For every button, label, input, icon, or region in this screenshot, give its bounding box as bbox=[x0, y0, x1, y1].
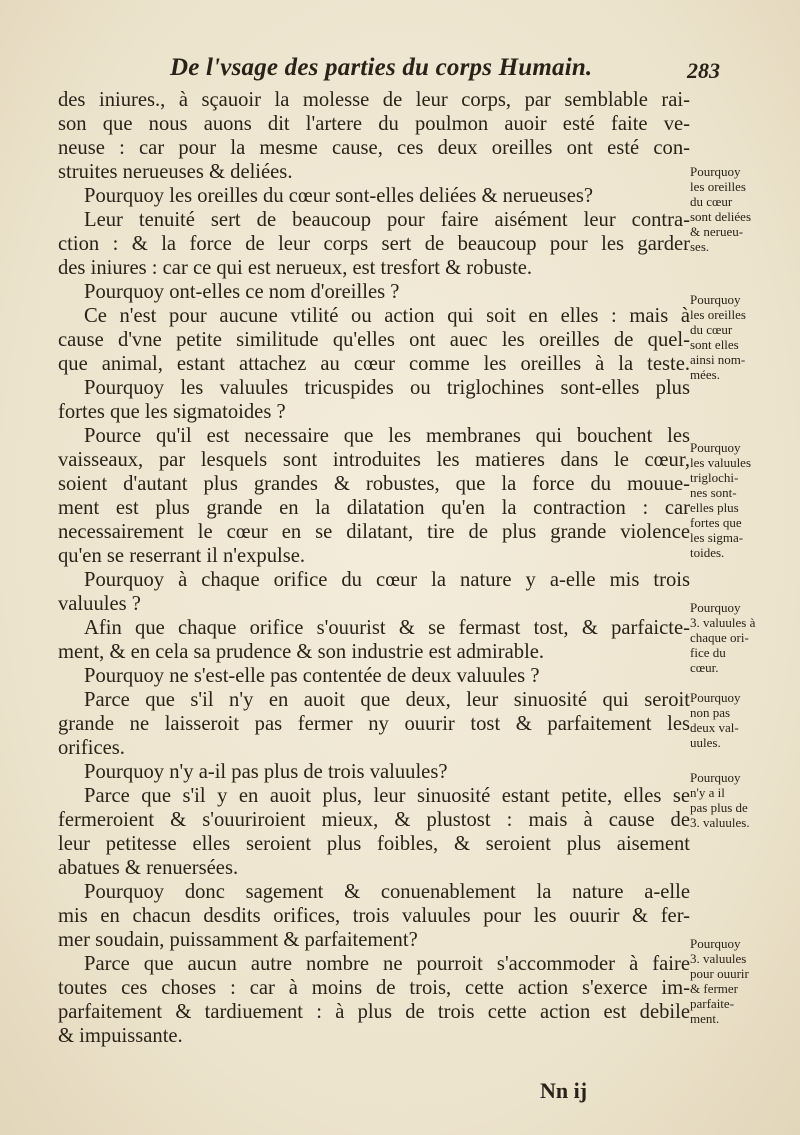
text-line: Ce n'est pour aucune vtilité ou action qui soit en elles : mais à bbox=[84, 305, 690, 327]
margin-note bbox=[690, 440, 790, 560]
margin-note-line: pas plus de bbox=[690, 800, 748, 815]
text-line: soient d'autant plus grandes & robustes, que la force du mouue- bbox=[58, 473, 690, 495]
margin-note-line: n'y a il bbox=[690, 785, 725, 800]
margin-note-line: parfaite- bbox=[690, 996, 735, 1011]
margin-note bbox=[690, 936, 790, 1026]
text-line: abatues & renuersées. bbox=[58, 857, 239, 879]
text-line: Leur tenuité sert de beaucoup pour faire aisément leur contra- bbox=[84, 209, 690, 231]
margin-note-line: cœur. bbox=[690, 660, 719, 675]
text-line: Parce que s'il y en auoit plus, leur sinuosité estant petite, elles se bbox=[84, 785, 690, 807]
text-line: struites nerueuses & deliées. bbox=[58, 161, 293, 183]
question-line: Pourquoy n'y a-il pas plus de trois valuules? bbox=[84, 761, 448, 783]
margin-note-line: deux val- bbox=[690, 720, 739, 735]
margin-note-line: uules. bbox=[690, 735, 721, 750]
text-line: ction : & la force de leur corps sert de beaucoup pour les garder bbox=[58, 233, 690, 255]
question-line: Pourquoy ne s'est-elle pas contentée de deux valuules ? bbox=[84, 665, 540, 687]
text-line: toutes ces choses : car à moins de trois, cette action s'exerce im- bbox=[58, 977, 690, 999]
margin-note-line: non pas bbox=[690, 705, 731, 720]
text-line: Afin que chaque orifice s'ouurist & se fermast tost, & parfaicte- bbox=[84, 617, 690, 639]
margin-note bbox=[690, 600, 790, 675]
signature-mark: Nn ij bbox=[540, 1078, 588, 1103]
margin-note-line: toides. bbox=[690, 545, 725, 560]
margin-note-line: mées. bbox=[690, 367, 720, 382]
margin-note-line: les oreilles bbox=[690, 179, 746, 194]
text-line: ment est plus grande en la dilatation qu'en la contraction : car bbox=[58, 497, 690, 519]
margin-note-line: Pourquoy bbox=[690, 770, 741, 785]
margin-note-line: & fermer bbox=[690, 981, 739, 996]
margin-notes bbox=[690, 0, 790, 1135]
margin-note-line: Pourquoy bbox=[690, 600, 741, 615]
margin-note-line: elles plus bbox=[690, 500, 739, 515]
text-line: necessairement le cœur en se dilatant, tire de plus grande violence bbox=[58, 521, 690, 543]
margin-note bbox=[690, 770, 790, 830]
margin-note-line: ment. bbox=[690, 1011, 720, 1026]
margin-note-line: Pourquoy bbox=[690, 292, 741, 307]
margin-note-line: & nerueu- bbox=[690, 224, 744, 239]
text-line: valuules ? bbox=[58, 593, 141, 615]
margin-note-line: fortes que bbox=[690, 515, 742, 530]
margin-note-line: fice du bbox=[690, 645, 726, 660]
running-title: De l'vsage des parties du corps Humain. bbox=[170, 54, 593, 81]
margin-note bbox=[690, 292, 790, 382]
text-line: son que nous auons dit l'artere du poulmon auoir esté faite ve- bbox=[58, 113, 690, 135]
text-line: qu'en se reserrant il n'expulse. bbox=[58, 545, 306, 567]
margin-note-line: ses. bbox=[690, 239, 710, 254]
text-line: neuse : car pour la mesme cause, ces deux oreilles ont esté con- bbox=[58, 137, 690, 159]
text-line: des iniures., à sçauoir la molesse de leur corps, par semblable rai- bbox=[58, 89, 690, 111]
margin-note-line: ainsi nom- bbox=[690, 352, 746, 367]
page-number: 283 bbox=[687, 58, 720, 83]
text-line: fortes que les sigmatoides ? bbox=[58, 401, 286, 423]
text-line: parfaitement & tardiuement : à plus de trois cette action est debile bbox=[58, 1001, 690, 1023]
margin-note-line: Pourquoy bbox=[690, 440, 741, 455]
body-text bbox=[58, 88, 690, 1048]
question-line: Pourquoy les valuules tricuspides ou triglochines sont-elles plus bbox=[84, 377, 690, 399]
text-line: Pource qu'il est necessaire que les membranes qui bouchent les bbox=[84, 425, 690, 447]
margin-note-line: Pourquoy bbox=[690, 936, 741, 951]
page-header bbox=[60, 52, 720, 86]
margin-note-line: pour ouurir bbox=[690, 966, 749, 981]
margin-note-line: sont elles bbox=[690, 337, 739, 352]
text-line: leur petitesse elles seroient plus foibles, & seroient plus aisement bbox=[58, 833, 690, 855]
text-line: que animal, estant attachez au cœur comme les oreilles à la teste. bbox=[58, 353, 690, 375]
text-line: ment, & en cela sa prudence & son industrie est admirable. bbox=[58, 641, 545, 663]
margin-note-line: du cœur bbox=[690, 194, 733, 209]
question-line: mer soudain, puissamment & parfaitement? bbox=[58, 929, 418, 951]
text-line: fermeroient & s'ouuriroient mieux, & plustost : mais à cause de bbox=[58, 809, 690, 831]
margin-note-line: 3. valuules bbox=[690, 951, 747, 966]
margin-note-line: 3. valuules à bbox=[690, 615, 756, 630]
text-line: Parce que aucun autre nombre ne pourroit s'accommoder à faire bbox=[84, 953, 690, 975]
text-line: Parce que s'il n'y en auoit que deux, leur sinuosité qui seroit bbox=[84, 689, 690, 711]
question-line: Pourquoy ont-elles ce nom d'oreilles ? bbox=[84, 281, 400, 303]
text-line: & impuissante. bbox=[58, 1025, 183, 1047]
margin-note-line: les oreilles bbox=[690, 307, 746, 322]
question-line: mis en chacun desdits orifices, trois valuules pour les ouurir & fer- bbox=[58, 905, 690, 927]
margin-note-line: nes sont- bbox=[690, 485, 737, 500]
margin-note-line: 3. valuules. bbox=[690, 815, 750, 830]
margin-note-line: Pourquoy bbox=[690, 690, 741, 705]
margin-note-line: les sigma- bbox=[690, 530, 744, 545]
text-line: grande ne laisseroit pas fermer ny ouurir tost & parfaitement les bbox=[58, 713, 690, 735]
margin-note-line: les valuules bbox=[690, 455, 752, 470]
margin-note-line: chaque ori- bbox=[690, 630, 749, 645]
text-line: vaisseaux, par lesquels sont introduites les matieres dans le cœur, bbox=[58, 449, 690, 471]
margin-note-line: triglochi- bbox=[690, 470, 739, 485]
text-line: orifices. bbox=[58, 737, 125, 759]
margin-note-line: Pourquoy bbox=[690, 164, 741, 179]
text-line: des iniures : car ce qui est nerueux, est tresfort & robuste. bbox=[58, 257, 533, 279]
margin-note bbox=[690, 164, 790, 254]
question-line: Pourquoy à chaque orifice du cœur la nature y a-elle mis trois bbox=[84, 569, 690, 591]
margin-note-line: du cœur bbox=[690, 322, 733, 337]
margin-note-line: sont deliées bbox=[690, 209, 752, 224]
margin-note bbox=[690, 690, 790, 750]
question-line: Pourquoy les oreilles du cœur sont-elles deliées & nerueuses? bbox=[84, 185, 593, 207]
question-line: Pourquoy donc sagement & conuenablement la nature a-elle bbox=[84, 881, 690, 903]
text-line: cause d'vne petite similitude qu'elles ont auec les oreilles de quel- bbox=[58, 329, 690, 351]
